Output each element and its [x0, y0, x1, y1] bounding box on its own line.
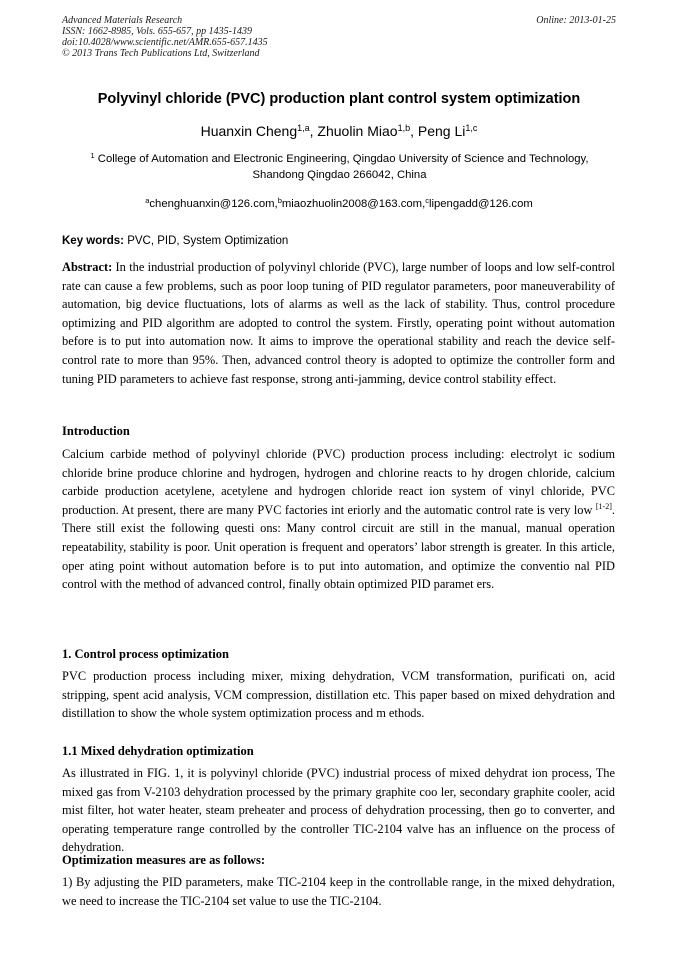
- abstract-label: Abstract:: [62, 260, 113, 274]
- measures-heading: Optimization measures are as follows:: [62, 853, 265, 867]
- author-name: Zhuolin Miao: [317, 123, 398, 139]
- issn-line: ISSN: 1662-8985, Vols. 655-657, pp 1435-1439: [62, 26, 252, 37]
- author-name: Huanxin Cheng: [200, 123, 298, 139]
- measures-body: 1) By adjusting the PID parameters, make TIC-2104 keep in the controllable range, in the mixed dehydration, we need to increase the TIC-2104 set value to use the TIC-2104.: [62, 875, 615, 908]
- author-separator: ,: [309, 123, 318, 139]
- affiliation: [62, 151, 617, 183]
- introduction-text-continued: . There still exist the following questi ons: Many control circuit are still in the manual, manual operation repeatability, stability is poor. Unit operation is frequent and operators’ labor strength is greater. In this article, oper ating point without automation before is to put into automation, and optimize the conventio nal PID control with the method of advanced control, finally obtain optimized PID paramet ers.: [62, 502, 615, 592]
- abstract-text: In the industrial production of polyvinyl chloride (PVC), large number of loops and low self-control rate can cause a few problems, such as poor loop tuning of PID regulator parameters, poor maneuverability of automation, big device fluctuations, lots of alarms as well as the lack of stability. Thus, control procedure optimizing and PID algorithm are adopted to control the system. Firstly, operating point without automation before is to put into automation now. It aims to improve the operational stability and reach the device self-control rate to more than 95%. Then, advanced control theory is adopted to optimize the controller form and tuning PID parameters to achieve fast response, strong anti-jamming, device control stability effect.: [62, 260, 615, 386]
- journal-header: [62, 15, 268, 59]
- email-list: [0, 198, 678, 210]
- email-address: lipengadd@126.com: [428, 198, 533, 210]
- abstract: [62, 258, 615, 388]
- affiliation-line-1: College of Automation and Electronic Engineering, Qingdao University of Science and Technology,: [94, 153, 589, 165]
- citation-ref: [1-2]: [595, 501, 612, 511]
- author-sup: 1,a: [297, 123, 310, 133]
- keywords-text: PVC, PID, System Optimization: [124, 235, 289, 247]
- introduction-body: [62, 445, 615, 594]
- journal-name: Advanced Materials Research: [62, 15, 183, 26]
- section-1-body: PVC production process including mixer, mixing dehydration, VCM transformation, purificati on, acid stripping, spent acid analysis, VCM compression, distillation etc. This paper based on mixed dehydration and distillation to show the whole system optimization process and m ethods.: [62, 669, 615, 721]
- introduction-heading: Introduction: [62, 424, 130, 438]
- keywords-label: Key words:: [62, 235, 124, 247]
- section-1-heading: 1. Control process optimization: [62, 647, 229, 661]
- affiliation-sup: 1: [90, 151, 95, 160]
- introduction-text: Calcium carbide method of polyvinyl chloride (PVC) production process including: electrolyt ic sodium chloride brine produce chlorine and hydrogen, hydrogen and chlorine reacts to hy drogen chloride, calcium carbide production acetylene, acetylene and hydrogen chloride react ion system of vinyl chloride, PVC production. At present, there are many PVC factories int eriorly and the automatic control rate is very low: [62, 447, 615, 517]
- author-separator: ,: [410, 123, 418, 139]
- keywords: [62, 235, 288, 247]
- copyright-line: © 2013 Trans Tech Publications Ltd, Switzerland: [62, 48, 260, 59]
- section-1-1-body: As illustrated in FIG. 1, it is polyvinyl chloride (PVC) industrial process of mixed dehydrat ion process, The mixed gas from V-2103 dehydration processed by the primary graphite coo ler, secondary graphite cooler, acid mist filter, hot water heater, steam preheater and process of dehydration processing, then go to converter, and operating temperature range controlled by the controller TIC-2104 valve has an influence on the process of dehydration.: [62, 766, 615, 855]
- author-sup: 1,c: [465, 123, 478, 133]
- email-address: chenghuanxin@126.com,: [149, 198, 278, 210]
- author-name: Peng Li: [417, 123, 466, 139]
- email-sup: c: [425, 196, 429, 205]
- email-address: miaozhuolin2008@163.com,: [281, 198, 426, 210]
- email-sup: a: [145, 196, 150, 205]
- email-sup: b: [277, 196, 282, 205]
- doi-line: doi:10.4028/www.scientific.net/AMR.655-657.1435: [62, 37, 268, 48]
- author-sup: 1,b: [397, 123, 411, 133]
- paper-title: Polyvinyl chloride (PVC) production plant control system optimization: [97, 91, 581, 107]
- section-1-1-heading: 1.1 Mixed dehydration optimization: [62, 744, 254, 758]
- affiliation-line-2: Shandong Qingdao 266042, China: [252, 169, 427, 181]
- online-date: Online: 2013-01-25: [536, 15, 616, 26]
- author-list: [0, 123, 678, 139]
